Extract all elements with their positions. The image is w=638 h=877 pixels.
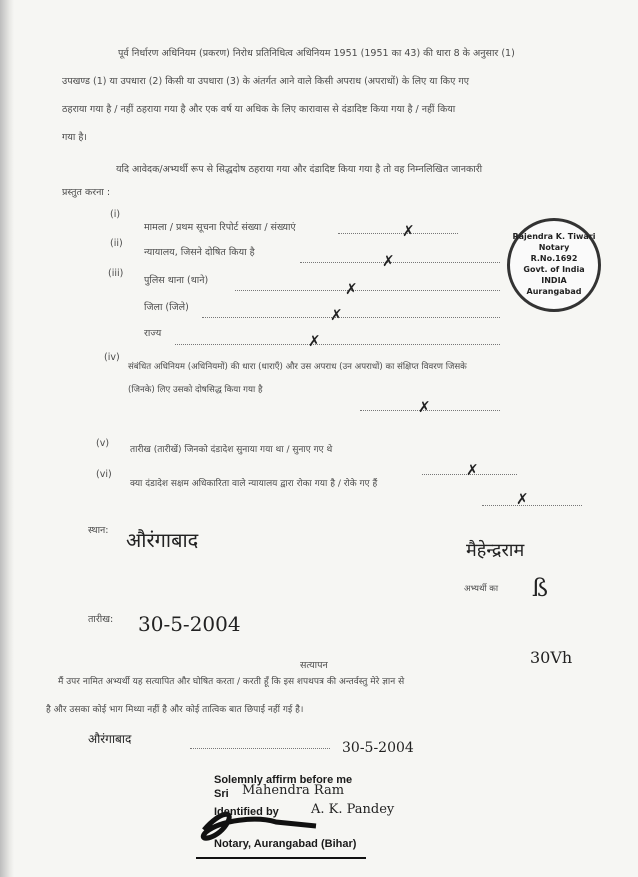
item-dotted-line <box>300 262 500 263</box>
item-cross-mark: ✗ <box>516 490 529 508</box>
seal-text: INDIA <box>541 276 567 285</box>
item-label-continued: (जिनके) लिए उसको दोषसिद्ध किया गया है <box>128 385 263 395</box>
item-number: (i) <box>110 209 121 220</box>
date-handwritten: 30-5-2004 <box>138 612 241 636</box>
item-number: (iv) <box>104 352 120 363</box>
candidate-signature: मैहेन्द्रराम <box>466 540 525 561</box>
item-label: राज्य <box>144 328 162 339</box>
item-dotted-line <box>202 317 500 318</box>
item-number: (vi) <box>96 469 112 480</box>
intro-line-1: पूर्व निर्धारण अधिनियम (प्रकरण) निरोध प्रतिनिधित्व अधिनियम 1951 (1951 का 43) की धारा 8 के अनुसार (1) <box>118 48 515 59</box>
notary-stamp <box>196 770 516 865</box>
intro-line-3: ठहराया गया है / नहीं ठहराया गया है और एक वर्ष या अधिक के लिए कारावास से दंडादिष्ट किया गया है / नहीं किया <box>62 104 456 115</box>
stamp-sri-handwritten: Mahendra Ram <box>242 783 345 798</box>
seal-text: Aurangabad <box>526 287 582 296</box>
item-cross-mark: ✗ <box>308 332 321 350</box>
stamp-affirm: Solemnly affirm before me <box>214 774 353 786</box>
intro-line-6: प्रस्तुत करना : <box>62 187 111 198</box>
item-label: संबंधित अधिनियम (अधिनियमों) की धारा (धाराएँ) और उस अपराध (उन अपराधों) का संक्षिप्त विवरण जिसके <box>128 362 467 372</box>
item-label: पुलिस थाना (थाने) <box>144 275 209 286</box>
item-number: (ii) <box>110 238 123 249</box>
verification-place: औरंगाबाद <box>88 732 132 746</box>
verification-heading: सत्यापन <box>300 660 328 671</box>
verification-line-1: मैं उपर नामित अभ्यर्थी यह सत्यापित और घोषित करता / करती हूँ कि इस शपथपत्र की अन्तर्वस्तु मेरे ज्ञान से <box>58 677 405 687</box>
verification-line-2: है और उसका कोई भाग मिथ्या नहीं है और कोई तात्विक बात छिपाई नहीं गई है। <box>46 705 304 715</box>
place-handwritten: औरंगाबाद <box>126 528 199 552</box>
date-label: तारीख: <box>88 614 114 625</box>
item-label: क्या दंडादेश सक्षम अधिकारिता वाले न्यायालय द्वारा रोका गया है / रोके गए हैं <box>130 479 378 489</box>
intro-line-4: गया है। <box>62 132 87 143</box>
item-label: जिला (जिले) <box>144 302 189 313</box>
intro-line-2: उपखण्ड (1) या उपधारा (2) किसी या उपधारा (3) के अंतर्गत आने वाले किसी अपराध (अपराधों) के लिए या किए गए <box>62 76 469 87</box>
stamp-identified: Identified by <box>214 806 279 818</box>
item-dotted-line <box>338 233 458 234</box>
item-number: (v) <box>96 438 110 449</box>
item-label: न्यायालय, जिसने दोषित किया है <box>144 247 255 258</box>
initials-mark: ß <box>532 574 549 602</box>
seal-text: Govt. of India <box>523 265 585 274</box>
item-dotted-line <box>482 505 582 506</box>
notary-seal <box>507 218 601 312</box>
seal-text: Notary <box>538 243 570 252</box>
item-label: मामला / प्रथम सूचना रिपोर्ट संख्या / संख्याएं <box>144 222 296 233</box>
item-cross-mark: ✗ <box>382 252 395 270</box>
verification-dotted-line <box>190 748 330 749</box>
item-dotted-line <box>175 344 500 345</box>
scan-edge <box>0 0 14 877</box>
place-label: स्थान: <box>88 525 109 536</box>
stamp-identified-handwritten: A. K. Pandey <box>311 802 395 817</box>
stamp-sri: Sri <box>214 788 229 800</box>
seal-text: R.No.1692 <box>530 254 578 263</box>
item-cross-mark: ✗ <box>345 280 358 298</box>
verification-side-mark: 30Vh <box>530 648 573 667</box>
item-cross-mark: ✗ <box>402 222 415 240</box>
seal-text: Rajendra K. Tiwari <box>512 232 596 241</box>
item-cross-mark: ✗ <box>330 306 343 324</box>
intro-line-5: यदि आवेदक/अभ्यर्थी रूप से सिद्धदोष ठहराया गया और दंडादिष्ट किया गया है तो वह निम्नलिखित जानकारी <box>116 164 483 175</box>
item-dotted-line <box>235 290 500 291</box>
item-cross-mark: ✗ <box>466 461 479 479</box>
verification-date: 30-5-2004 <box>342 740 414 756</box>
stamp-notary: Notary, Aurangabad (Bihar) <box>214 838 357 850</box>
item-number: (iii) <box>108 268 124 279</box>
signature-label: अभ्यर्थी का <box>464 584 499 594</box>
item-cross-mark: ✗ <box>418 398 431 416</box>
item-label: तारीख (तारीखें) जिनको दंडादेश सुनाया गया था / सुनाए गए थे <box>130 445 333 455</box>
